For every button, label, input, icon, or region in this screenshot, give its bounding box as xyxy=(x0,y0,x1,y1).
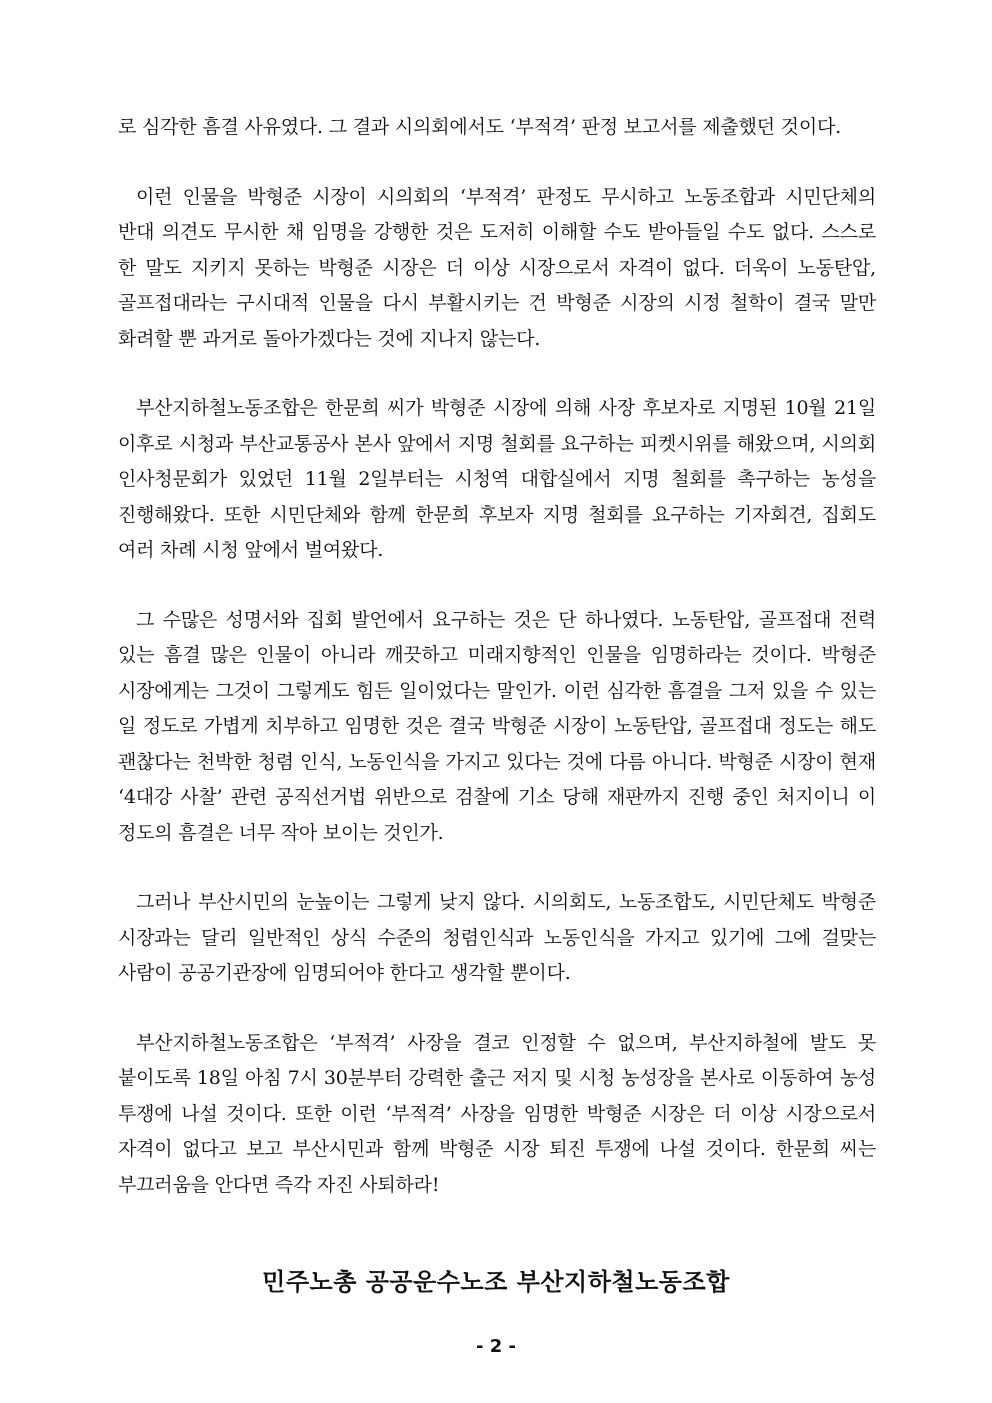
paragraph-union-actions: 부산지하철노동조합은 한문희 씨가 박형준 시장에 의해 사장 후보자로 지명된 10월 21일 이후로 시청과 부산교통공사 본사 앞에서 지명 철회를 요구하는 피켓시위를 해왔으며, 시의회 인사청문회가 있었던 11월 2일부터는 시청역 대합실에서 지명 철회를 촉구하는 농성을 진행해왔다. 또한 시민단체와 함께 한문희 후보자 지명 철회를 요구하는 기자회견, 집회도 여러 차례 시청 앞에서 벌여왔다. xyxy=(118,397,876,561)
paragraph-continuation: 로 심각한 흠결 사유였다. 그 결과 시의회에서도 ‘부적격’ 판정 보고서를 제출했던 것이다. xyxy=(118,116,841,138)
body-text xyxy=(118,110,876,1203)
paragraph-single-demand: 그 수많은 성명서와 집회 발언에서 요구하는 것은 단 하나였다. 노동탄압, 골프접대 전력 있는 흠결 많은 인물이 아니라 깨끗하고 미래지향적인 인물을 임명하라는 것이다. 박형준 시장에게는 그것이 그렇게도 힘든 일이었다는 말인가. 이런 심각한 흠결을 그저 있을 수 있는 일 정도로 가볍게 치부하고 임명한 것은 결국 박형준 시장이 노동탄압, 골프접대 정도는 해도 괜찮다는 천박한 청렴 인식, 노동인식을 가지고 있다는 것에 다름 아니다. 박형준 시장이 현재 ‘4대강 사찰’ 관련 공직선거법 위반으로 검찰에 기소 당해 재판까지 진행 중인 처지이니 이 정도의 흠결은 너무 작아 보이는 것인가. xyxy=(118,608,876,844)
union-signature: 민주노총 공공운수노조 부산지하철노동조합 xyxy=(262,1268,730,1296)
paragraph-appointment-criticism: 이런 인물을 박형준 시장이 시의회의 ‘부적격’ 판정도 무시하고 노동조합과 시민단체의 반대 의견도 무시한 채 임명을 강행한 것은 도저히 이해할 수도 받아들일 수도 없다. 스스로 한 말도 지키지 못하는 박형준 시장은 더 이상 시장으로서 자격이 없다. 더욱이 노동탄압, 골프접대라는 구시대적 인물을 다시 부활시키는 건 박형준 시장의 시정 철학이 결국 말만 화려할 뿐 과거로 돌아가겠다는 것에 지나지 않는다. xyxy=(118,185,876,350)
paragraph-citizen-standards: 그러나 부산시민의 눈높이는 그렇게 낮지 않다. 시의회도, 노동조합도, 시민단체도 박형준 시장과는 달리 일반적인 상식 수준의 청렴인식과 노동인식을 가지고 있기에 그에 걸맞는 사람이 공공기관장에 임명되어야 한다고 생각할 뿐이다. xyxy=(118,891,876,984)
page-number: - 2 - xyxy=(476,1336,516,1357)
paragraph-struggle-declaration: 부산지하철노동조합은 ‘부적격’ 사장을 결코 인정할 수 없으며, 부산지하철에 발도 못 붙이도록 18일 아침 7시 30분부터 강력한 출근 저지 및 시청 농성장을 본사로 이동하여 농성 투쟁에 나설 것이다. 또한 이런 ‘부적격’ 사장을 임명한 박형준 시장은 더 이상 시장으로서 자격이 없다고 보고 부산시민과 함께 박형준 시장 퇴진 투쟁에 나설 것이다. 한문희 씨는 부끄러움을 안다면 즉각 자진 사퇴하라! xyxy=(118,1031,877,1196)
